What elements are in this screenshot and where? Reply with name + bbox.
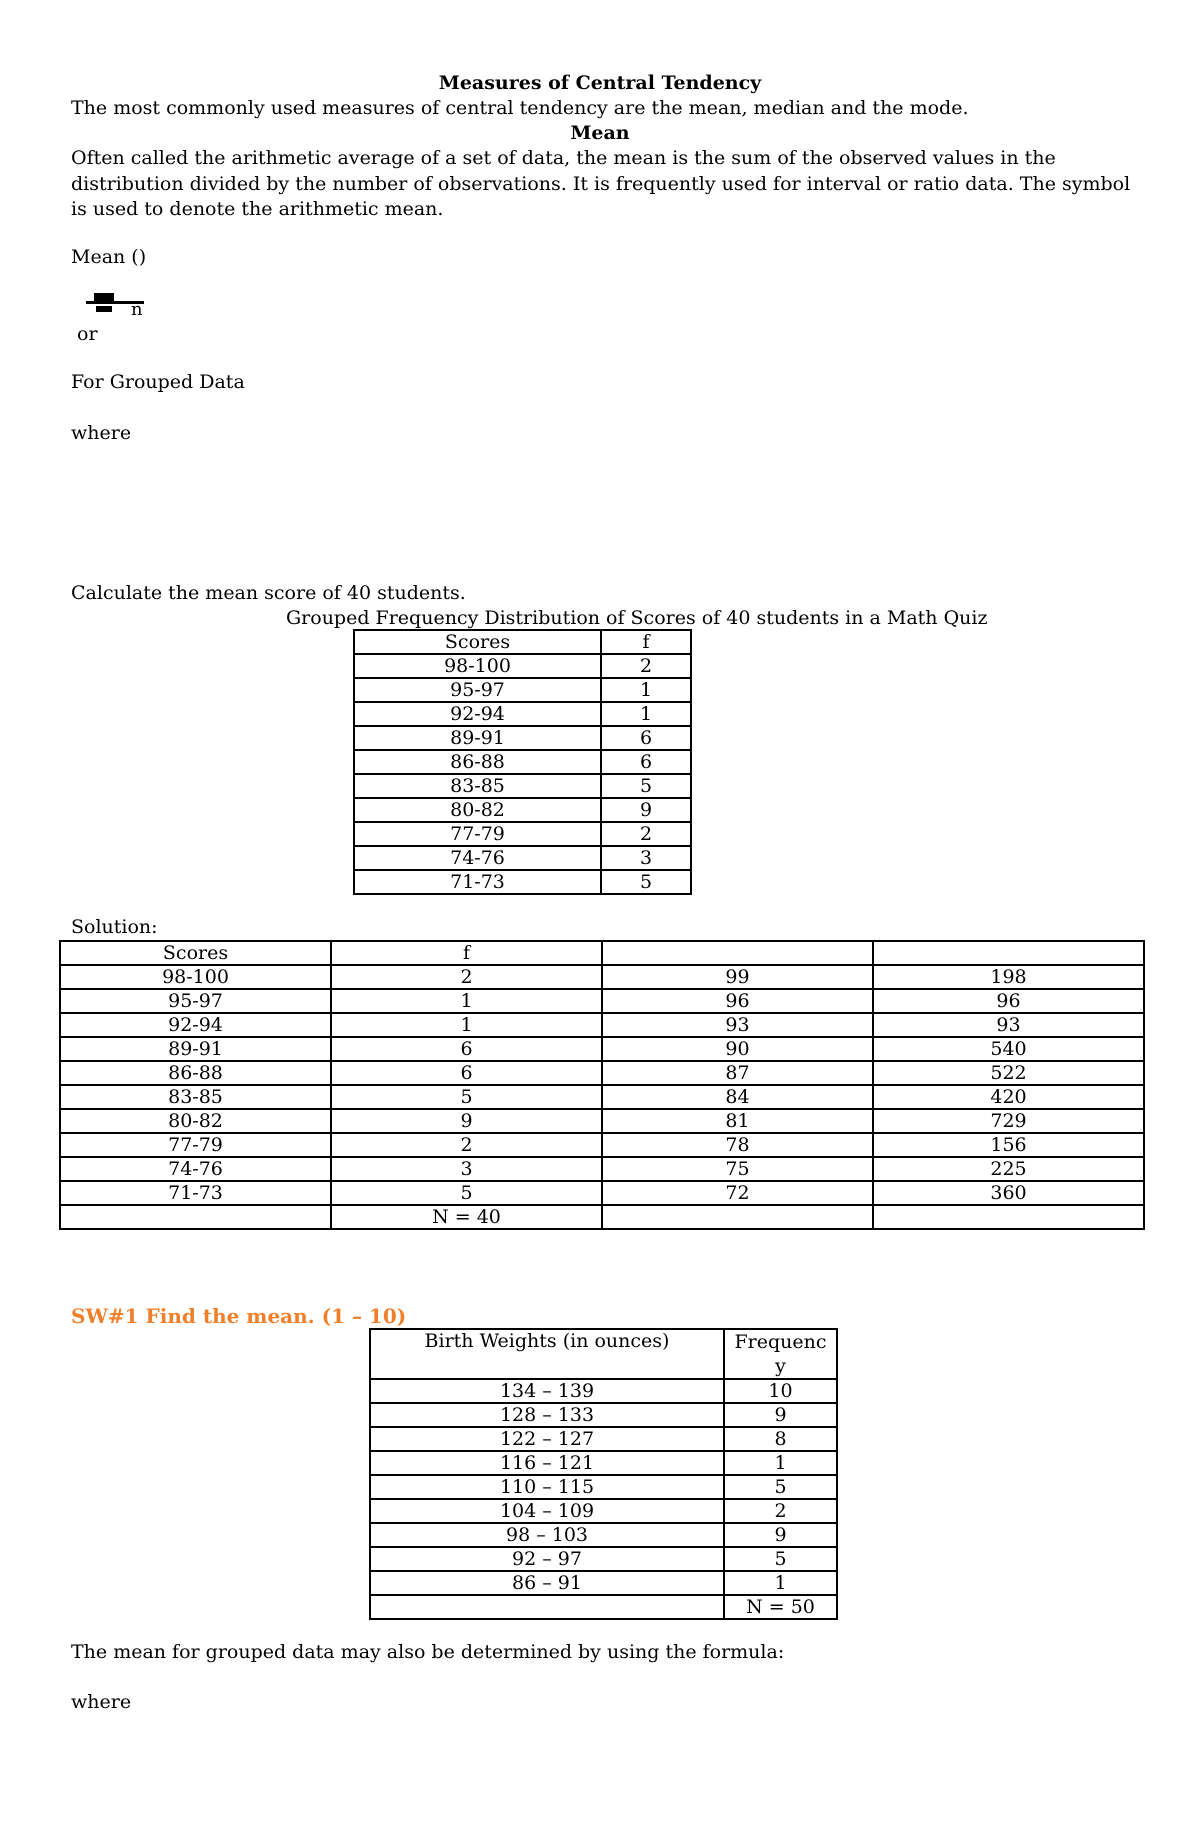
- cell-product: 522: [873, 1061, 1144, 1085]
- cell-f: 1: [601, 678, 691, 702]
- cell-frequency: 1: [724, 1451, 837, 1475]
- cell-midpoint: 90: [602, 1037, 873, 1061]
- table-row: [370, 1547, 837, 1571]
- intro-text: The most commonly used measures of central tendency are the mean, median and the mode.: [71, 97, 969, 119]
- cell-frequency: 5: [724, 1475, 837, 1499]
- table-header-row: [60, 941, 1144, 965]
- table-row: [354, 750, 691, 774]
- table-row: [60, 1181, 1144, 1205]
- cell-midpoint: 78: [602, 1133, 873, 1157]
- cell-total-n: N = 40: [331, 1205, 602, 1229]
- table-row: [60, 965, 1144, 989]
- table-row: [60, 1037, 1144, 1061]
- cell-scores: 89-91: [60, 1037, 331, 1061]
- cell-scores: 83-85: [354, 774, 601, 798]
- cell-f: 6: [331, 1061, 602, 1085]
- table-row: [60, 1085, 1144, 1109]
- cell-weights: 104 – 109: [370, 1499, 724, 1523]
- cell-f: 1: [331, 989, 602, 1013]
- cell-scores: 74-76: [354, 846, 601, 870]
- cell-f: 2: [331, 1133, 602, 1157]
- formula-n: n: [131, 299, 143, 320]
- mean-formula: [86, 290, 156, 320]
- table-row: [354, 654, 691, 678]
- table-row: [60, 1109, 1144, 1133]
- cell-scores: 95-97: [60, 989, 331, 1013]
- formula-numerator-block: [94, 293, 114, 301]
- table-row: [370, 1475, 837, 1499]
- cell-scores: 74-76: [60, 1157, 331, 1181]
- cell-f: 5: [331, 1181, 602, 1205]
- table-row: [60, 1061, 1144, 1085]
- cell-scores: 98-100: [60, 965, 331, 989]
- table-row: [370, 1403, 837, 1427]
- header-scores: Scores: [60, 941, 331, 965]
- where-label-2: where: [71, 1691, 132, 1713]
- cell-scores: 80-82: [354, 798, 601, 822]
- page-title: Measures of Central Tendency: [438, 72, 762, 94]
- cell-weights: 86 – 91: [370, 1571, 724, 1595]
- cell-f: 2: [601, 822, 691, 846]
- header-product: [873, 941, 1144, 965]
- table-row: [60, 989, 1144, 1013]
- table1-title: Grouped Frequency Distribution of Scores of 40 students in a Math Quiz: [286, 607, 988, 629]
- cell-f: 5: [601, 870, 691, 894]
- cell-total-weights: [370, 1595, 724, 1619]
- frequency-table: [353, 629, 692, 895]
- cell-frequency: 2: [724, 1499, 837, 1523]
- table-row: [370, 1427, 837, 1451]
- seatwork-title: SW#1 Find the mean. (1 – 10): [71, 1304, 407, 1328]
- table-row: [370, 1523, 837, 1547]
- cell-weights: 128 – 133: [370, 1403, 724, 1427]
- cell-product: 729: [873, 1109, 1144, 1133]
- mean-label: Mean (): [71, 246, 147, 268]
- cell-frequency: 10: [724, 1379, 837, 1403]
- header-birth-weights: Birth Weights (in ounces): [370, 1329, 724, 1379]
- cell-weights: 98 – 103: [370, 1523, 724, 1547]
- cell-f: 1: [331, 1013, 602, 1037]
- header-scores: Scores: [354, 630, 601, 654]
- solution-label: Solution:: [71, 916, 158, 938]
- cell-f: 5: [601, 774, 691, 798]
- table-row: [370, 1571, 837, 1595]
- cell-midpoint: 84: [602, 1085, 873, 1109]
- cell-scores: 80-82: [60, 1109, 331, 1133]
- cell-frequency: 8: [724, 1427, 837, 1451]
- cell-product: 225: [873, 1157, 1144, 1181]
- cell-scores: 86-88: [354, 750, 601, 774]
- table-row: [354, 702, 691, 726]
- table-row: [354, 678, 691, 702]
- cell-scores: 98-100: [354, 654, 601, 678]
- table-header-row: [370, 1329, 837, 1379]
- cell-midpoint: 93: [602, 1013, 873, 1037]
- table-row: [370, 1499, 837, 1523]
- cell-f: 5: [331, 1085, 602, 1109]
- header-frequency: Frequenc y: [724, 1329, 837, 1379]
- formula-instruction: The mean for grouped data may also be determined by using the formula:: [71, 1641, 785, 1663]
- table-row: [60, 1013, 1144, 1037]
- cell-product: 156: [873, 1133, 1144, 1157]
- cell-midpoint: 75: [602, 1157, 873, 1181]
- cell-scores: 77-79: [60, 1133, 331, 1157]
- cell-f: 9: [601, 798, 691, 822]
- cell-scores: 71-73: [60, 1181, 331, 1205]
- table-total-row: [370, 1595, 837, 1619]
- table-row: [60, 1157, 1144, 1181]
- cell-product: 96: [873, 989, 1144, 1013]
- cell-weights: 134 – 139: [370, 1379, 724, 1403]
- table-row: [354, 798, 691, 822]
- cell-total-product: [873, 1205, 1144, 1229]
- birth-weights-table: [369, 1328, 838, 1620]
- mean-heading: Mean: [570, 122, 630, 144]
- cell-midpoint: 87: [602, 1061, 873, 1085]
- table-row: [354, 774, 691, 798]
- table-row: [354, 870, 691, 894]
- cell-midpoint: 96: [602, 989, 873, 1013]
- cell-scores: 86-88: [60, 1061, 331, 1085]
- cell-frequency: 1: [724, 1571, 837, 1595]
- cell-total-n: N = 50: [724, 1595, 837, 1619]
- cell-scores: 83-85: [60, 1085, 331, 1109]
- table-row: [370, 1451, 837, 1475]
- cell-frequency: 5: [724, 1547, 837, 1571]
- cell-f: 2: [601, 654, 691, 678]
- cell-midpoint: 81: [602, 1109, 873, 1133]
- table-header-row: [354, 630, 691, 654]
- cell-scores: 92-94: [354, 702, 601, 726]
- table-row: [354, 846, 691, 870]
- cell-f: 9: [331, 1109, 602, 1133]
- cell-frequency: 9: [724, 1523, 837, 1547]
- cell-scores: 92-94: [60, 1013, 331, 1037]
- cell-weights: 110 – 115: [370, 1475, 724, 1499]
- table-row: [370, 1379, 837, 1403]
- cell-weights: 92 – 97: [370, 1547, 724, 1571]
- header-f: f: [331, 941, 602, 965]
- cell-f: 6: [601, 750, 691, 774]
- cell-weights: 122 – 127: [370, 1427, 724, 1451]
- cell-scores: 89-91: [354, 726, 601, 750]
- cell-f: 3: [601, 846, 691, 870]
- or-label: or: [77, 323, 98, 345]
- cell-product: 420: [873, 1085, 1144, 1109]
- table-row: [60, 1133, 1144, 1157]
- cell-midpoint: 72: [602, 1181, 873, 1205]
- header-midpoint: [602, 941, 873, 965]
- formula-denominator-block: [96, 306, 112, 312]
- cell-product: 93: [873, 1013, 1144, 1037]
- calculate-instruction: Calculate the mean score of 40 students.: [71, 582, 466, 604]
- table-row: [354, 726, 691, 750]
- cell-product: 198: [873, 965, 1144, 989]
- cell-product: 540: [873, 1037, 1144, 1061]
- cell-frequency: 9: [724, 1403, 837, 1427]
- cell-product: 360: [873, 1181, 1144, 1205]
- header-f: f: [601, 630, 691, 654]
- cell-total-midpoint: [602, 1205, 873, 1229]
- cell-f: 6: [331, 1037, 602, 1061]
- cell-f: 2: [331, 965, 602, 989]
- cell-midpoint: 99: [602, 965, 873, 989]
- mean-paragraph: Often called the arithmetic average of a set of data, the mean is the sum of the observed values in the distribution divided by the number of observations. It is frequently used for interval or ratio data. The symbol is used to denote the arithmetic mean.: [71, 147, 1131, 220]
- cell-scores: 77-79: [354, 822, 601, 846]
- cell-scores: 71-73: [354, 870, 601, 894]
- where-label: where: [71, 422, 132, 444]
- cell-total-scores: [60, 1205, 331, 1229]
- solution-table: [59, 940, 1145, 1230]
- cell-scores: 95-97: [354, 678, 601, 702]
- cell-f: 6: [601, 726, 691, 750]
- cell-f: 1: [601, 702, 691, 726]
- table-row: [354, 822, 691, 846]
- table-total-row: [60, 1205, 1144, 1229]
- cell-weights: 116 – 121: [370, 1451, 724, 1475]
- cell-f: 3: [331, 1157, 602, 1181]
- grouped-data-label: For Grouped Data: [71, 371, 245, 393]
